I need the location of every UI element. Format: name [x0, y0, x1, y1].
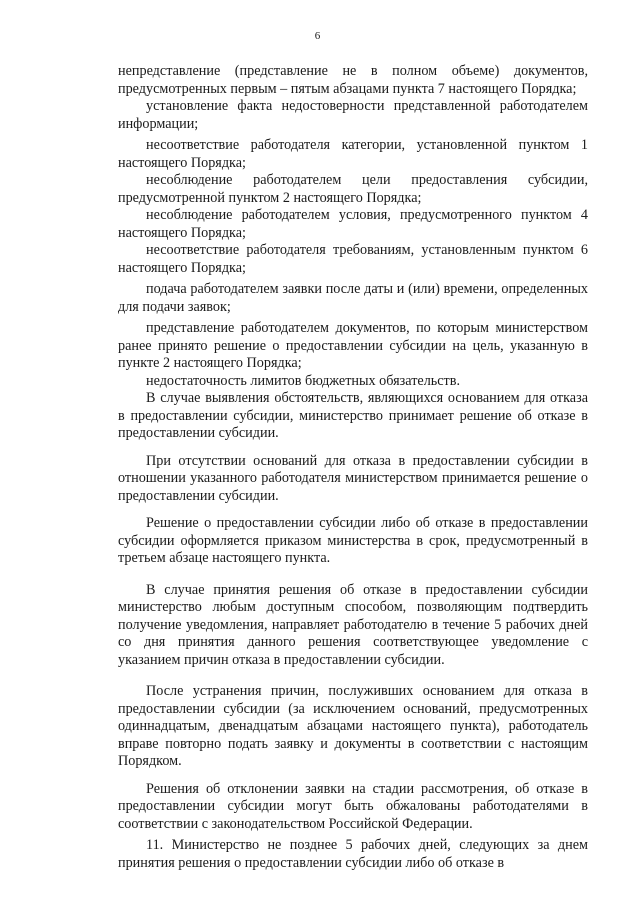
paragraph: После устранения причин, послуживших основанием для отказа в предоставлении субсидии (за исключением оснований, предусмотренных одиннадцатым, двенадцатым абзацами настоящего пункта), работодатель вправе повторно подать заявку и документы в соответствии с настоящим Порядком. — [118, 683, 588, 769]
paragraph: При отсутствии оснований для отказа в предоставлении субсидии в отношении указанного работодателя министерством принимается решение о предоставлении субсидии. — [118, 452, 588, 504]
paragraph: несоблюдение работодателем цели предоставления субсидии, предусмотренной пунктом 2 настоящего Порядка; — [118, 172, 588, 206]
page-number: 6 — [314, 30, 321, 42]
paragraph: представление работодателем документов, по которым министерством ранее принято решение о предоставлении субсидии на цель, указанную в пункте 2 настоящего Порядка; — [118, 320, 588, 371]
paragraph: 11. Министерство не позднее 5 рабочих дней, следующих за днем принятия решения о предоставлении субсидии либо об отказе в — [118, 837, 588, 871]
paragraph: Решения об отклонении заявки на стадии рассмотрения, об отказе в предоставлении субсидии могут быть обжалованы работодателями в соответствии с законодательством Российской Федерации. — [118, 780, 588, 832]
paragraph: несоответствие работодателя требованиям, установленным пунктом 6 настоящего Порядка; — [118, 242, 588, 276]
paragraph: подача работодателем заявки после даты и (или) времени, определенных для подачи заявок; — [118, 281, 588, 315]
paragraph: непредставление (представление не в полном объеме) документов, предусмотренных первым – пятым абзацами пункта 7 настоящего Порядка; — [118, 63, 588, 97]
paragraph: установление факта недостоверности представленной работодателем информации; — [118, 98, 588, 132]
document-body — [118, 63, 588, 872]
paragraph: В случае принятия решения об отказе в предоставлении субсидии министерство любым доступным способом, позволяющим подтвердить получение уведомления, направляет работодателю в течение 5 рабочих дней со дня принятия данного решения соответствующее уведомление с указанием причин отказа в предоставлении субсидии. — [118, 581, 588, 668]
paragraph: недостаточность лимитов бюджетных обязательств. — [146, 372, 460, 389]
paragraph: несоблюдение работодателем условия, предусмотренного пунктом 4 настоящего Порядка; — [118, 207, 588, 241]
paragraph: Решение о предоставлении субсидии либо об отказе в предоставлении субсидии оформляется приказом министерства в срок, предусмотренный в третьем абзаце настоящего пункта. — [118, 515, 588, 566]
paragraph: несоответствие работодателя категории, установленной пунктом 1 настоящего Порядка; — [118, 137, 588, 171]
paragraph: В случае выявления обстоятельств, являющихся основанием для отказа в предоставлении субсидии, министерство принимает решение об отказе в предоставлении субсидии. — [118, 390, 588, 441]
